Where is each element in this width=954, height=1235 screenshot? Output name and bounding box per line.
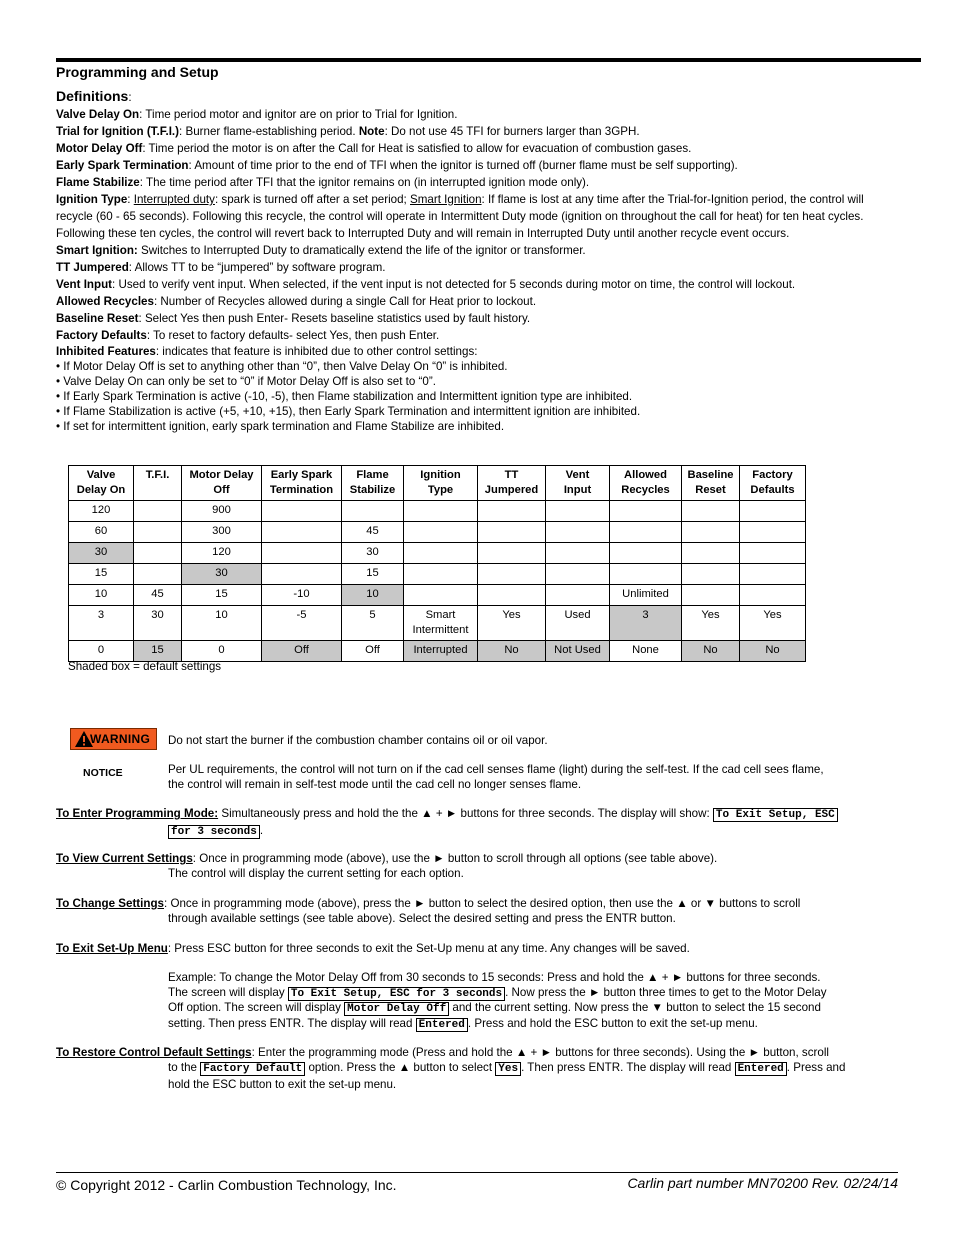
table-cell-default: 30 bbox=[69, 543, 134, 564]
notice-label: NOTICE bbox=[83, 767, 123, 779]
instruction-text: : Once in programming mode (above), press the ► button to select the desired option, then use the ▲ or ▼ buttons to scroll bbox=[164, 897, 801, 910]
table-cell bbox=[546, 585, 610, 606]
instruction-text: Simultaneously press and hold the the ▲ + ► buttons for three seconds. The display will show: bbox=[218, 807, 713, 820]
table-cell bbox=[740, 564, 806, 585]
exit-menu-section bbox=[56, 941, 906, 956]
table-cell bbox=[610, 543, 682, 564]
def-tfi bbox=[56, 123, 901, 140]
def-text: : Number of Recycles allowed during a single Call for Heat prior to lockout. bbox=[153, 295, 537, 308]
display-readout: Entered bbox=[416, 1018, 468, 1032]
def-term: Valve Delay On bbox=[56, 108, 140, 121]
def-text: : Burner flame-establishing period. bbox=[179, 125, 359, 138]
table-cell: Used bbox=[546, 606, 610, 641]
table-row bbox=[69, 606, 806, 641]
table-cell bbox=[546, 501, 610, 522]
def-early-spark bbox=[56, 157, 901, 174]
instruction-text: hold the ESC button to exit the set-up menu. bbox=[168, 1078, 397, 1091]
display-readout: Entered bbox=[735, 1062, 787, 1076]
instruction-text: : Enter the programming mode (Press and hold the ▲ + ► buttons for three seconds). Using the ► button, scroll bbox=[251, 1046, 829, 1059]
warning-text: Do not start the burner if the combustion chamber contains oil or oil vapor. bbox=[168, 734, 548, 747]
table-cell-default: No bbox=[740, 641, 806, 662]
def-text: : Amount of time prior to the end of TFI when the ignitor is turned off (burner flame must be self supporting). bbox=[188, 159, 738, 172]
table-header: TT Jumpered bbox=[478, 466, 546, 501]
bullet-item: • If Motor Delay Off is set to anything other than “0”, then Valve Delay On “0” is inhibited. bbox=[56, 360, 508, 373]
table-cell-default: No bbox=[478, 641, 546, 662]
display-readout: for 3 seconds bbox=[168, 825, 260, 839]
table-cell bbox=[682, 585, 740, 606]
table-cell-default: 15 bbox=[134, 641, 182, 662]
table-caption: Shaded box = default settings bbox=[68, 660, 222, 673]
enter-programming-title: To Enter Programming Mode: bbox=[56, 807, 219, 820]
definitions-heading bbox=[56, 88, 132, 106]
table-cell bbox=[682, 522, 740, 543]
restore-defaults-section bbox=[56, 1045, 906, 1092]
display-readout: To Exit Setup, ESC bbox=[713, 808, 838, 822]
instruction-text: . Then press ENTR. The display will read bbox=[521, 1061, 735, 1074]
table-header: Motor Delay Off bbox=[182, 466, 262, 501]
display-readout: Yes bbox=[495, 1062, 521, 1076]
def-term: Factory Defaults bbox=[56, 329, 147, 342]
table-cell bbox=[262, 543, 342, 564]
table-cell: -10 bbox=[262, 585, 342, 606]
def-text: : Used to verify vent input. When selected, if the vent input is not detected for 5 seconds during motor on time, the control will lockout. bbox=[112, 278, 796, 291]
table-cell bbox=[740, 543, 806, 564]
view-settings-title: To View Current Settings bbox=[56, 852, 193, 865]
def-term: Baseline Reset bbox=[56, 312, 139, 325]
table-cell: 0 bbox=[182, 641, 262, 662]
settings-table bbox=[68, 465, 806, 662]
table-header: Allowed Recycles bbox=[610, 466, 682, 501]
table-cell bbox=[404, 543, 478, 564]
enter-programming-section bbox=[56, 806, 906, 840]
table-cell bbox=[478, 543, 546, 564]
table-cell bbox=[610, 564, 682, 585]
table-header: Flame Stabilize bbox=[342, 466, 404, 501]
exit-menu-title: To Exit Set-Up Menu bbox=[56, 942, 168, 955]
def-text: : spark is turned off after a set period; bbox=[214, 193, 411, 206]
table-cell bbox=[404, 501, 478, 522]
table-cell bbox=[546, 522, 610, 543]
footer-part-number: Carlin part number MN70200 Rev. 02/24/14 bbox=[627, 1175, 898, 1191]
table-row bbox=[69, 564, 806, 585]
notice-line: the control will remain in self-test mode until the cad cell no longer senses flame. bbox=[168, 778, 582, 791]
def-allowed-recycles bbox=[56, 293, 901, 310]
instruction-text: . Press and bbox=[786, 1061, 846, 1074]
def-text: : The time period after TFI that the ignitor remains on (in interrupted ignition mode only). bbox=[139, 176, 590, 189]
table-row bbox=[69, 522, 806, 543]
table-cell-default: Not Used bbox=[546, 641, 610, 662]
table-cell: 30 bbox=[134, 606, 182, 641]
definitions-colon: : bbox=[128, 91, 132, 104]
table-cell bbox=[682, 564, 740, 585]
example-text: and the current setting. Now press the ▼ button to select the 15 second bbox=[449, 1001, 821, 1014]
warning-label: WARNING bbox=[90, 732, 151, 746]
table-cell: 900 bbox=[182, 501, 262, 522]
table-cell-default: 10 bbox=[342, 585, 404, 606]
table-cell: 15 bbox=[342, 564, 404, 585]
table-cell: 60 bbox=[69, 522, 134, 543]
instruction-text: : Once in programming mode (above), use the ► button to scroll through all options (see table above). bbox=[192, 852, 718, 865]
def-motor-delay-off bbox=[56, 140, 901, 157]
def-term: Motor Delay Off bbox=[56, 142, 143, 155]
table-row bbox=[69, 543, 806, 564]
instruction-text: : Press ESC button for three seconds to exit the Set-Up menu at any time. Any changes will be saved. bbox=[167, 942, 690, 955]
table-cell bbox=[682, 543, 740, 564]
table-cell: 5 bbox=[342, 606, 404, 641]
instruction-text: The control will display the current setting for each option. bbox=[168, 867, 464, 880]
view-settings-section bbox=[56, 851, 906, 881]
table-cell bbox=[682, 501, 740, 522]
notice-text bbox=[168, 762, 824, 792]
def-factory-defaults bbox=[56, 327, 901, 344]
table-cell: Off bbox=[342, 641, 404, 662]
table-cell bbox=[478, 564, 546, 585]
top-rule bbox=[56, 58, 921, 62]
table-cell: 45 bbox=[134, 585, 182, 606]
def-term: Flame Stabilize bbox=[56, 176, 140, 189]
def-text: Switches to Interrupted Duty to dramatically extend the life of the ignitor or transformer. bbox=[137, 244, 586, 257]
def-valve-delay-on bbox=[56, 106, 901, 123]
def-term: Inhibited Features bbox=[56, 345, 156, 358]
def-term: Trial for Ignition (T.F.I.) bbox=[56, 125, 180, 138]
table-cell bbox=[546, 543, 610, 564]
display-readout: Factory Default bbox=[200, 1062, 305, 1076]
definitions-block bbox=[56, 106, 901, 434]
definitions-title: Definitions bbox=[56, 88, 129, 104]
table-cell: 3 bbox=[69, 606, 134, 641]
def-text: : To reset to factory defaults- select Yes, then push Enter. bbox=[146, 329, 440, 342]
restore-defaults-title: To Restore Control Default Settings bbox=[56, 1046, 252, 1059]
section-title: Programming and Setup bbox=[56, 64, 219, 80]
table-cell-default: 3 bbox=[610, 606, 682, 641]
table-header: Valve Delay On bbox=[69, 466, 134, 501]
def-text: : Time period motor and ignitor are on prior to Trial for Ignition. bbox=[139, 108, 458, 121]
def-tt-jumpered bbox=[56, 259, 901, 276]
def-note: Note bbox=[358, 125, 385, 138]
def-underlined: Interrupted duty bbox=[133, 193, 215, 206]
table-row bbox=[69, 585, 806, 606]
table-cell bbox=[134, 522, 182, 543]
table-cell bbox=[262, 501, 342, 522]
def-term: TT Jumpered bbox=[56, 261, 129, 274]
table-cell bbox=[404, 564, 478, 585]
example-section bbox=[168, 971, 908, 1032]
example-text: The screen will display bbox=[168, 985, 288, 999]
table-cell-default: No bbox=[682, 641, 740, 662]
warning-badge bbox=[70, 728, 157, 750]
table-header: Ignition Type bbox=[404, 466, 478, 501]
change-settings-section bbox=[56, 896, 906, 926]
table-cell: Yes bbox=[740, 606, 806, 641]
table-cell bbox=[610, 501, 682, 522]
def-term: Ignition Type bbox=[56, 193, 128, 206]
table-cell bbox=[262, 522, 342, 543]
footer-rule bbox=[56, 1172, 898, 1173]
table-cell: Unlimited bbox=[610, 585, 682, 606]
def-term: Early Spark Termination bbox=[56, 159, 189, 172]
table-cell: Smart Intermittent bbox=[404, 606, 478, 641]
def-underlined: Smart Ignition bbox=[410, 193, 482, 206]
def-text: : indicates that feature is inhibited due to other control settings: bbox=[155, 345, 478, 358]
display-readout: Motor Delay Off bbox=[344, 1002, 449, 1016]
table-cell: Yes bbox=[478, 606, 546, 641]
change-settings-title: To Change Settings bbox=[56, 897, 164, 910]
table-cell-default: 30 bbox=[182, 564, 262, 585]
table-cell: 30 bbox=[342, 543, 404, 564]
table-cell bbox=[546, 564, 610, 585]
def-baseline-reset bbox=[56, 310, 901, 327]
table-header: Vent Input bbox=[546, 466, 610, 501]
table-cell bbox=[740, 522, 806, 543]
table-cell bbox=[342, 501, 404, 522]
example-line: Example: To change the Motor Delay Off from 30 seconds to 15 seconds: Press and hold the ▲ + ► buttons for three seconds. bbox=[168, 971, 821, 984]
def-smart-ignition bbox=[56, 242, 901, 259]
table-cell bbox=[134, 501, 182, 522]
table-cell bbox=[404, 522, 478, 543]
table-cell bbox=[740, 501, 806, 522]
def-sep: : bbox=[127, 193, 134, 206]
table-cell bbox=[478, 585, 546, 606]
table-header: Baseline Reset bbox=[682, 466, 740, 501]
bullet-item: • If set for intermittent ignition, early spark termination and Flame Stabilize are inhibited. bbox=[56, 420, 505, 433]
instruction-text: option. Press the ▲ button to select bbox=[305, 1061, 496, 1074]
example-text: . Press and hold the ESC button to exit the set-up menu. bbox=[467, 1016, 758, 1030]
table-cell-default: Off bbox=[262, 641, 342, 662]
table-cell bbox=[134, 543, 182, 564]
table-row bbox=[69, 501, 806, 522]
example-text: . Now press the ► button three times to get to the Motor Delay bbox=[505, 985, 827, 999]
table-cell: Yes bbox=[682, 606, 740, 641]
table-cell: 15 bbox=[69, 564, 134, 585]
def-text: : Do not use 45 TFI for burners larger than 3GPH. bbox=[384, 125, 640, 138]
table-cell: 120 bbox=[69, 501, 134, 522]
table-cell bbox=[740, 585, 806, 606]
table-cell: None bbox=[610, 641, 682, 662]
def-ignition-type bbox=[56, 191, 901, 242]
table-cell bbox=[134, 564, 182, 585]
bullet-item: • If Flame Stabilization is active (+5, +10, +15), then Early Spark Termination and intermittent ignition are inhibited. bbox=[56, 405, 641, 418]
table-cell: 45 bbox=[342, 522, 404, 543]
def-vent-input bbox=[56, 276, 901, 293]
instruction-text: . bbox=[259, 824, 264, 837]
table-cell: -5 bbox=[262, 606, 342, 641]
table-header: T.F.I. bbox=[134, 466, 182, 501]
table-cell: 0 bbox=[69, 641, 134, 662]
display-readout: To Exit Setup, ESC for 3 seconds bbox=[288, 987, 505, 1001]
def-term: Smart Ignition: bbox=[56, 244, 138, 257]
def-flame-stabilize bbox=[56, 174, 901, 191]
footer-copyright: © Copyright 2012 - Carlin Combustion Technology, Inc. bbox=[56, 1177, 397, 1193]
def-text: : Time period the motor is on after the Call for Heat is satisfied to allow for evacuation of combustion gases. bbox=[142, 142, 692, 155]
table-cell bbox=[404, 585, 478, 606]
def-text: : Allows TT to be “jumpered” by software program. bbox=[128, 261, 386, 274]
table-cell bbox=[478, 522, 546, 543]
table-cell-default: Interrupted bbox=[404, 641, 478, 662]
bullet-item: • Valve Delay On can only be set to “0” if Motor Delay Off is also set to “0”. bbox=[56, 375, 436, 388]
table-cell bbox=[610, 522, 682, 543]
table-cell bbox=[478, 501, 546, 522]
instruction-text: to the bbox=[168, 1061, 201, 1074]
table-cell: 10 bbox=[69, 585, 134, 606]
def-inhibited-features bbox=[56, 344, 901, 359]
notice-line: Per UL requirements, the control will not turn on if the cad cell senses flame (light) during the self-test. If the cad cell sees flame, bbox=[168, 763, 824, 776]
table-cell: 10 bbox=[182, 606, 262, 641]
table-cell: 120 bbox=[182, 543, 262, 564]
table-header-row bbox=[69, 466, 806, 501]
table-cell: 300 bbox=[182, 522, 262, 543]
def-text: : If flame is lost at any time after the Trial-for-Ignition period, the control will recycle (60 - 65 seconds). Following this recycle, the control will operate in Intermittent Duty mode (ignition on throughout the call for heat) for ten heat cycles. Following these ten cycles, the control will revert back to Interrupted Duty and will remain in Interrupted Duty until another recycle event occurs. bbox=[56, 193, 864, 240]
instruction-text: through available settings (see table above). Select the desired setting and press the ENTR button. bbox=[168, 912, 676, 925]
def-text: : Select Yes then push Enter- Resets baseline statistics used by fault history. bbox=[138, 312, 531, 325]
table-header: Early Spark Termination bbox=[262, 466, 342, 501]
table-cell: 15 bbox=[182, 585, 262, 606]
def-term: Vent Input bbox=[56, 278, 113, 291]
bullet-item: • If Early Spark Termination is active (-10, -5), then Flame stabilization and Intermittent ignition type are inhibited. bbox=[56, 390, 633, 403]
def-term: Allowed Recycles bbox=[56, 295, 154, 308]
example-text: setting. Then press ENTR. The display will read bbox=[168, 1016, 416, 1030]
table-header: Factory Defaults bbox=[740, 466, 806, 501]
example-text: Off option. The screen will display bbox=[168, 1001, 345, 1014]
table-cell bbox=[262, 564, 342, 585]
